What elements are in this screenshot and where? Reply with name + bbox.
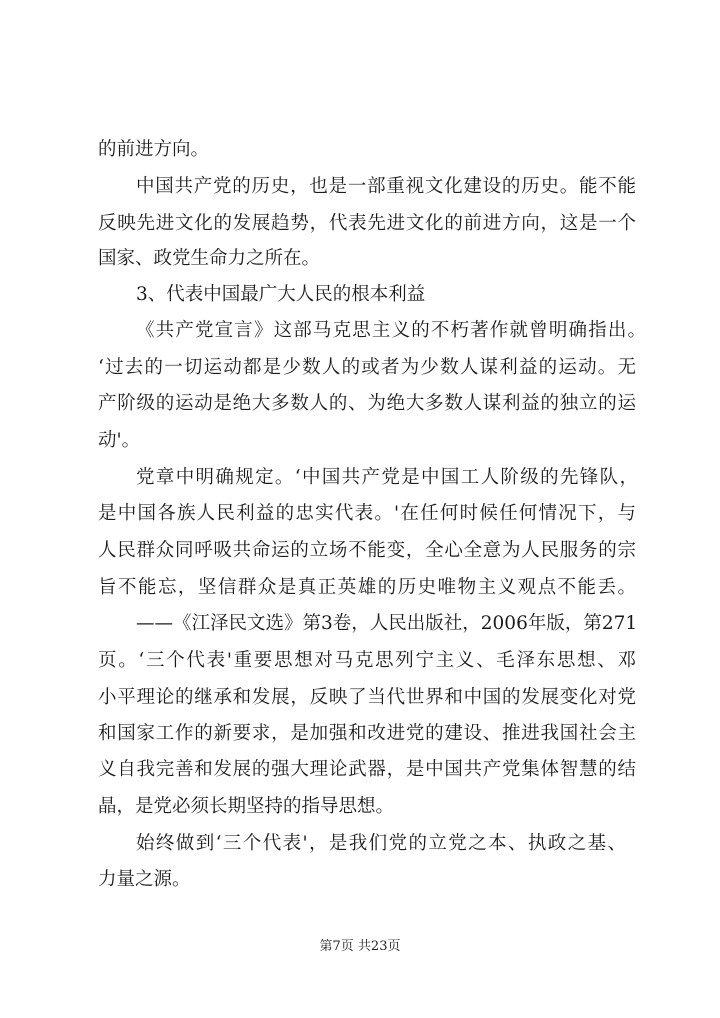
text-line: 反映先进文化的发展趋势，代表先进文化的前进方向，这是一个: [98, 213, 636, 234]
text-line: 党章中明确规定。‘中国共产党是中国工人阶级的先锋队，: [136, 467, 638, 488]
text-line: 小平理论的继承和发展，反映了当代世界和中国的发展变化对党: [98, 687, 636, 708]
text-line: 力量之源。: [98, 869, 191, 890]
text-line: 始终做到‘三个代表'，是我们党的立党之本、执政之基、: [136, 833, 626, 854]
text-line: 国家、政党生命力之所在。: [98, 248, 321, 269]
text-line: 产阶级的运动是绝大多数人的、为绝大多数人谋利益的独立的运: [98, 393, 636, 414]
text-line: 中国共产党的历史，也是一部重视文化建设的历史。能不能: [136, 176, 636, 197]
text-line: ‘过去的一切运动都是少数人的或者为少数人谋利益的运动。无: [98, 357, 636, 378]
text-line: 的前进方向。: [98, 139, 210, 160]
citation-line: ——《江泽民文选》第3卷，人民出版社，2006年版，第271: [136, 613, 638, 634]
text-line: 人民群众同呼吸共命运的立场不能变，全心全意为人民服务的宗: [98, 540, 636, 561]
text-line: 晶，是党必须长期坚持的指导思想。: [98, 796, 395, 817]
text-line: 和国家工作的新要求，是加强和改进党的建设、推进我国社会主: [98, 723, 636, 744]
text-line: 页。‘三个代表'重要思想对马克思列宁主义、毛泽东思想、邓: [98, 650, 636, 671]
section-heading: 3、代表中国最广大人民的根本利益: [136, 284, 426, 305]
text-line: 动'。: [98, 430, 141, 451]
text-line: 旨不能忘，坚信群众是真正英雄的历史唯物主义观点不能丢。: [98, 577, 636, 598]
text-line: 《共产党宣言》这部马克思主义的不朽著作就曾明确指出。: [136, 320, 646, 341]
page-number: 第7页 共23页: [319, 939, 401, 954]
text-line: 是中国各族人民利益的忠实代表。'在任何时候任何情况下，与: [98, 503, 636, 524]
text-line: 义自我完善和发展的强大理论武器，是中国共产党集体智慧的结: [98, 759, 636, 780]
